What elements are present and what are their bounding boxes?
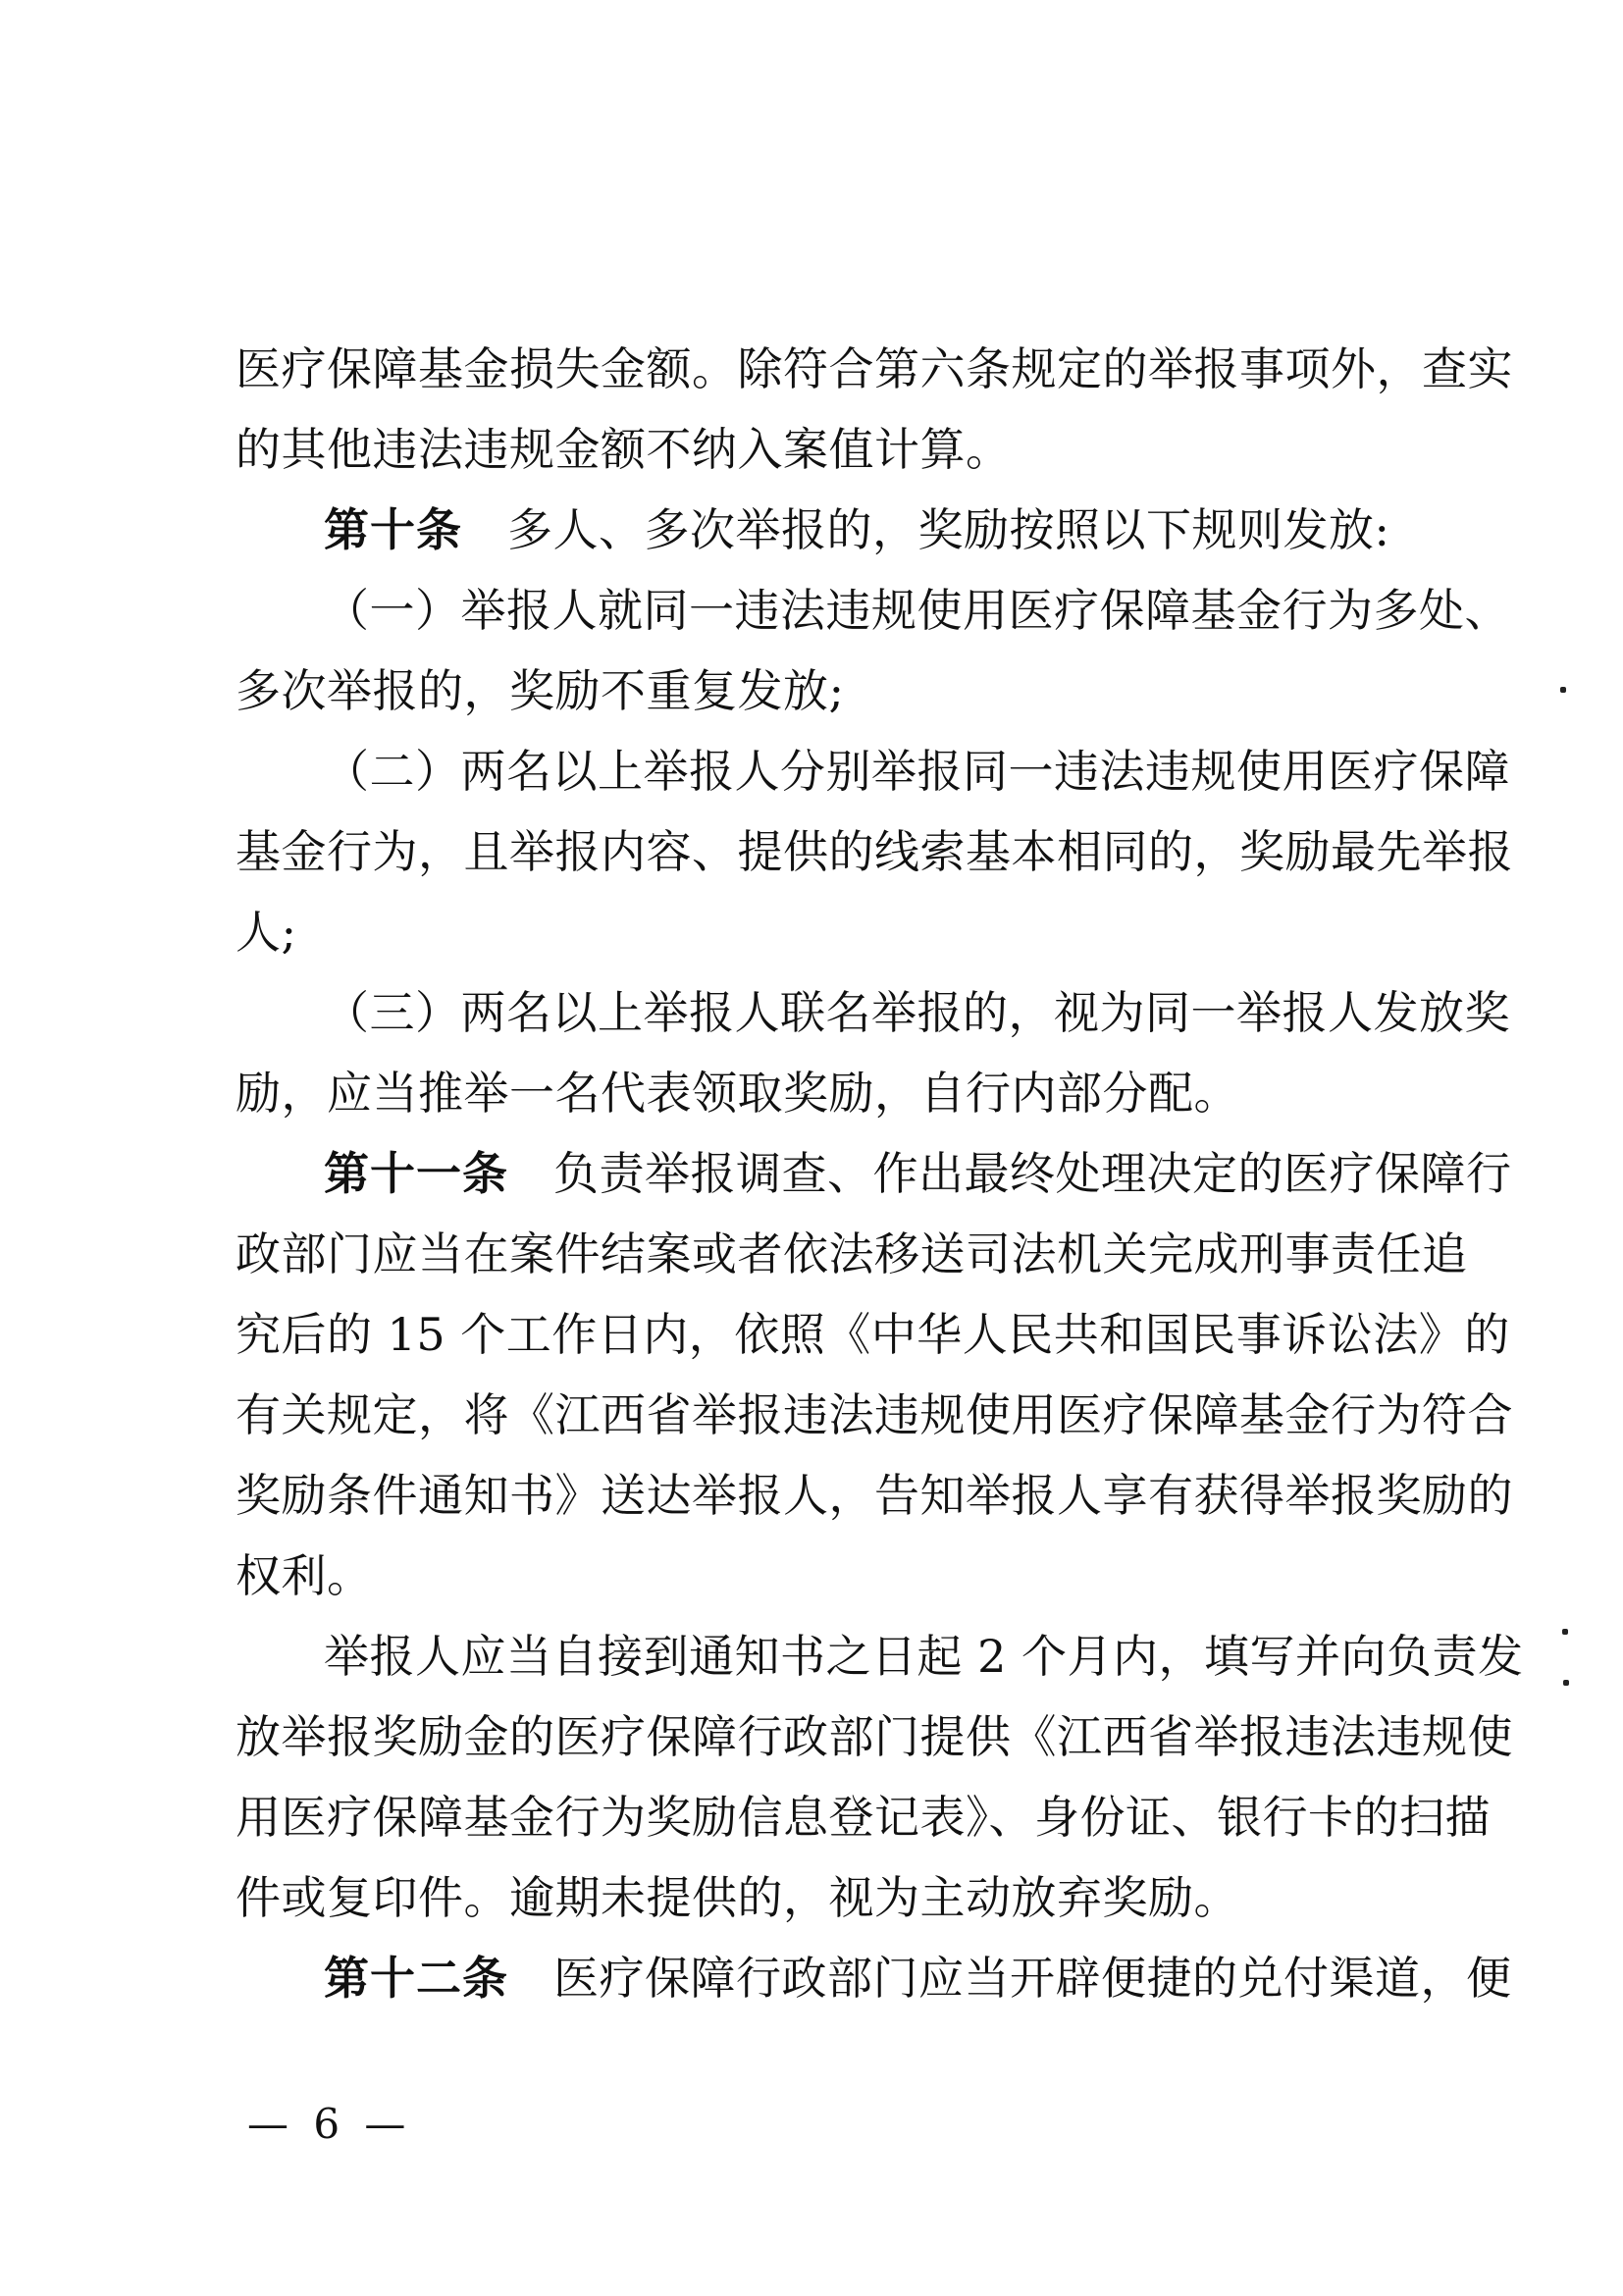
text-line: 人;	[236, 906, 297, 959]
text-line: 举报人应当自接到通知书之日起 2 个月内，填写并向负责发	[324, 1630, 1524, 1683]
text-line: 有关规定，将《江西省举报违法违规使用医疗保障基金行为符合	[236, 1388, 1513, 1441]
article-11: 第十一条 负责举报调查、作出最终处理决定的医疗保障行	[324, 1147, 1512, 1200]
text-line: 医疗保障基金损失金额。除符合第六条规定的举报事项外，查实	[236, 342, 1513, 395]
text-line: 权利。	[236, 1549, 373, 1602]
text-line: （一）举报人就同一违法违规使用医疗保障基金行为多处、	[324, 584, 1510, 637]
text-line: （三）两名以上举报人联名举报的，视为同一举报人发放奖	[324, 986, 1510, 1039]
text-line: 多次举报的，奖励不重复发放;	[236, 664, 845, 717]
text-line: 励，应当推举一名代表领取奖励，自行内部分配。	[236, 1067, 1239, 1120]
text-line: 政部门应当在案件结案或者依法移送司法机关完成刑事责任追	[236, 1227, 1468, 1280]
article-label: 第十一条	[324, 1147, 508, 1200]
text-line: 基金行为，且举报内容、提供的线索基本相同的，奖励最先举报	[236, 825, 1513, 878]
text-line: （二）两名以上举报人分别举报同一违法违规使用医疗保障	[324, 745, 1510, 798]
text-line: 放举报奖励金的医疗保障行政部门提供《江西省举报违法违规使	[236, 1710, 1513, 1763]
article-10: 第十条 多人、多次举报的，奖励按照以下规则发放:	[324, 503, 1390, 556]
scan-speck	[1562, 1629, 1568, 1635]
scan-speck	[1560, 687, 1566, 693]
article-label: 第十二条	[324, 1952, 508, 2005]
page-number: — 6 —	[247, 2100, 412, 2148]
scan-speck	[1563, 1680, 1569, 1686]
text-line: 奖励条件通知书》送达举报人，告知举报人享有获得举报奖励的	[236, 1469, 1513, 1522]
text-line: 用医疗保障基金行为奖励信息登记表》、身份证、银行卡的扫描	[236, 1791, 1491, 1844]
article-label: 第十条	[324, 503, 462, 556]
text-line: 究后的 15 个工作日内，依照《中华人民共和国民事诉讼法》的	[236, 1308, 1510, 1361]
text-line: 件或复印件。逾期未提供的，视为主动放弃奖励。	[236, 1871, 1239, 1924]
text-line: 的其他违法违规金额不纳入案值计算。	[236, 423, 1012, 476]
article-12: 第十二条 医疗保障行政部门应当开辟便捷的兑付渠道，便	[324, 1952, 1512, 2005]
